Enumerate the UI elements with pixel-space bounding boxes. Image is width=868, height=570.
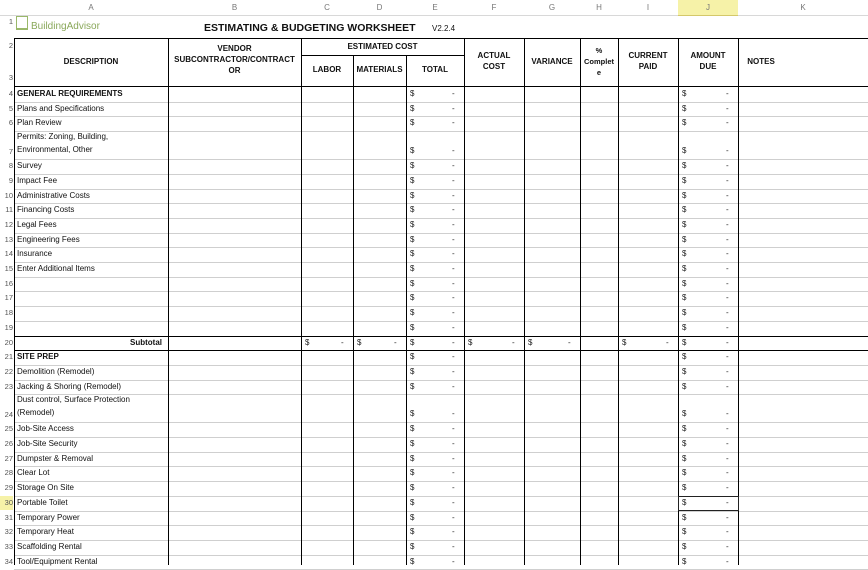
currency-value: - [726, 278, 729, 288]
row-number[interactable]: 14 [4, 249, 13, 259]
currency-value: - [726, 366, 729, 376]
currency-symbol: $ [682, 512, 687, 522]
currency-symbol: $ [410, 424, 415, 434]
currency-symbol: $ [410, 175, 415, 185]
currency-value: - [726, 439, 729, 448]
currency-symbol: $ [410, 278, 415, 288]
row-number[interactable]: 11 [5, 205, 13, 215]
grid-line [168, 38, 169, 565]
currency-value: - [726, 497, 729, 507]
currency-symbol: $ [410, 366, 415, 376]
currency-value: - [726, 308, 729, 318]
table-row[interactable] [14, 350, 868, 365]
row-number[interactable]: 24 [4, 410, 13, 420]
sheet-title: ESTIMATING & BUDGETING WORKSHEET [204, 22, 416, 34]
currency-symbol: $ [468, 337, 473, 347]
currency-value: - [726, 512, 729, 522]
currency-value: - [726, 483, 729, 493]
table-row[interactable] [14, 365, 868, 380]
currency-symbol: $ [682, 409, 687, 419]
table-row[interactable] [14, 422, 868, 437]
currency-symbol: $ [682, 483, 687, 493]
table-row[interactable] [14, 277, 868, 292]
row-number[interactable]: 25 [4, 424, 13, 434]
table-row[interactable] [14, 131, 868, 159]
currency-symbol: $ [682, 337, 687, 347]
currency-symbol: $ [682, 439, 687, 448]
table-row[interactable] [14, 291, 868, 306]
currency-value: - [726, 219, 729, 229]
currency-symbol: $ [410, 219, 415, 229]
currency-value: - [452, 424, 455, 434]
selected-cell[interactable] [678, 496, 739, 512]
row-number[interactable]: 20 [4, 337, 13, 347]
description-cell[interactable]: Engineering Fees [17, 234, 80, 244]
grid-line [14, 38, 868, 39]
currency-value: - [452, 512, 455, 522]
currency-symbol: $ [410, 381, 415, 391]
description-cell[interactable]: Survey [17, 161, 42, 171]
currency-value: - [452, 497, 455, 507]
currency-value: - [452, 453, 455, 463]
currency-symbol: $ [410, 541, 415, 551]
currency-value: - [568, 337, 571, 347]
table-row[interactable] [14, 116, 868, 131]
currency-symbol: $ [410, 118, 415, 128]
description-cell[interactable]: Scaffolding Rental [17, 541, 82, 551]
column-title: ACTUAL COST [477, 51, 511, 71]
currency-value: - [726, 249, 729, 259]
table-row[interactable] [14, 452, 868, 467]
currency-symbol: $ [410, 146, 415, 156]
currency-value: - [452, 264, 455, 273]
currency-value: - [394, 337, 397, 347]
table-row[interactable] [14, 555, 868, 570]
currency-symbol: $ [410, 468, 415, 478]
currency-value: - [452, 293, 455, 303]
description-cell[interactable]: Financing Costs [17, 205, 75, 215]
description-cell[interactable]: Dust control, Surface Protection [17, 395, 130, 405]
column-title: MATERIALS [356, 65, 403, 74]
table-row[interactable] [14, 189, 868, 204]
table-row[interactable] [14, 218, 868, 233]
currency-value: - [452, 103, 455, 113]
table-row[interactable] [14, 247, 868, 262]
currency-symbol: $ [410, 453, 415, 463]
table-row[interactable] [14, 306, 868, 321]
currency-symbol: $ [682, 556, 687, 566]
row-number[interactable]: 10 [4, 190, 13, 200]
description-cell[interactable]: Tool/Equipment Rental [17, 556, 98, 566]
currency-value: - [452, 352, 455, 362]
currency-value: - [726, 89, 729, 98]
description-cell[interactable]: GENERAL REQUIREMENTS [17, 89, 123, 98]
currency-value: - [452, 175, 455, 185]
currency-value: - [452, 89, 455, 98]
row-number[interactable]: 8 [8, 161, 13, 171]
currency-symbol: $ [410, 527, 415, 537]
row-number[interactable]: 19 [4, 322, 13, 332]
currency-symbol: $ [410, 89, 415, 98]
currency-value: - [452, 118, 455, 128]
house-logo-icon [16, 16, 28, 30]
row-number[interactable]: 26 [4, 439, 13, 448]
currency-value: - [452, 234, 455, 244]
currency-value: - [726, 234, 729, 244]
grid-line [678, 38, 679, 565]
grid-line [301, 55, 464, 56]
column-title: LABOR [312, 65, 342, 74]
table-row[interactable] [14, 511, 868, 526]
currency-value: - [726, 352, 729, 362]
grid-line [580, 38, 581, 565]
row-number[interactable]: 2 [8, 41, 13, 50]
currency-symbol: $ [410, 190, 415, 200]
description-cell-line2: (Remodel) [17, 408, 55, 418]
table-row[interactable] [14, 262, 868, 277]
row-number[interactable]: 13 [4, 234, 13, 244]
currency-symbol: $ [682, 453, 687, 463]
currency-symbol: $ [682, 381, 687, 391]
description-cell[interactable]: Plan Review [17, 118, 62, 128]
description-cell[interactable]: Temporary Heat [17, 527, 74, 537]
row-number[interactable]: 22 [4, 366, 13, 376]
table-row[interactable] [14, 496, 868, 511]
currency-symbol: $ [410, 308, 415, 318]
row-number[interactable]: 28 [4, 468, 13, 478]
currency-symbol: $ [410, 103, 415, 113]
currency-value: - [452, 308, 455, 318]
currency-symbol: $ [682, 527, 687, 537]
column-header-bar [0, 0, 868, 16]
row-number[interactable]: 9 [8, 175, 13, 185]
grid-line [301, 38, 302, 565]
currency-symbol: $ [528, 337, 533, 347]
currency-value: - [726, 424, 729, 434]
column-header-a[interactable]: A [88, 3, 94, 12]
column-header-e[interactable]: E [432, 3, 438, 12]
column-header-h[interactable]: H [596, 3, 602, 12]
currency-value: - [452, 278, 455, 288]
table-row[interactable] [14, 174, 868, 189]
currency-symbol: $ [682, 308, 687, 318]
currency-symbol: $ [682, 322, 687, 332]
row-number[interactable]: 32 [4, 527, 13, 537]
currency-symbol: $ [682, 424, 687, 434]
table-row[interactable] [14, 437, 868, 452]
currency-value: - [452, 146, 455, 156]
description-cell[interactable]: Permits: Zoning, Building, [17, 132, 109, 142]
description-cell[interactable]: Job-Site Security [17, 439, 78, 448]
currency-value: - [452, 527, 455, 537]
currency-value: - [452, 541, 455, 551]
currency-symbol: $ [682, 190, 687, 200]
column-title: ESTIMATED COST [347, 42, 418, 51]
row-number[interactable]: 4 [8, 89, 13, 98]
row-number[interactable]: 15 [4, 264, 13, 273]
table-row[interactable] [14, 466, 868, 481]
row-number[interactable]: 5 [8, 103, 13, 113]
currency-symbol: $ [682, 234, 687, 244]
row-number[interactable]: 1 [8, 17, 13, 26]
description-cell[interactable]: Temporary Power [17, 512, 80, 522]
column-header-d[interactable]: D [376, 3, 383, 12]
description-cell[interactable]: Subtotal [130, 337, 162, 347]
description-cell[interactable]: Job-Site Access [17, 424, 74, 434]
row-number[interactable]: 21 [4, 352, 13, 362]
currency-value: - [726, 161, 729, 171]
currency-value: - [726, 190, 729, 200]
grid-line [406, 55, 407, 565]
description-cell[interactable]: Insurance [17, 249, 53, 259]
currency-symbol: $ [410, 322, 415, 332]
column-header-f[interactable]: F [491, 3, 497, 12]
currency-value: - [726, 556, 729, 566]
currency-symbol: $ [682, 103, 687, 113]
column-title: VENDOR SUBCONTRACTOR/CONTRACT OR [174, 44, 295, 75]
currency-symbol: $ [357, 337, 362, 347]
column-title: AMOUNT DUE [690, 51, 726, 71]
currency-value: - [726, 264, 729, 273]
description-cell[interactable]: Plans and Specifications [17, 103, 105, 113]
currency-symbol: $ [410, 497, 415, 507]
currency-value: - [726, 468, 729, 478]
currency-symbol: $ [410, 352, 415, 362]
currency-symbol: $ [410, 293, 415, 303]
table-row[interactable] [14, 380, 868, 395]
currency-value: - [726, 205, 729, 215]
currency-symbol: $ [682, 249, 687, 259]
currency-symbol: $ [410, 439, 415, 448]
table-row[interactable] [14, 233, 868, 248]
row-number[interactable]: 17 [4, 293, 13, 303]
table-row[interactable] [14, 87, 868, 102]
currency-symbol: $ [682, 89, 687, 98]
row-number[interactable]: 30 [0, 496, 13, 510]
currency-value: - [726, 293, 729, 303]
column-title: CURRENT PAID [628, 51, 668, 71]
currency-value: - [452, 249, 455, 259]
column-header-i[interactable]: I [646, 3, 650, 12]
currency-symbol: $ [622, 337, 627, 347]
currency-symbol: $ [410, 205, 415, 215]
table-row[interactable] [14, 321, 868, 336]
table-row[interactable] [14, 203, 868, 218]
row-number[interactable]: 7 [8, 147, 13, 157]
currency-value: - [452, 337, 455, 347]
currency-symbol: $ [682, 541, 687, 551]
currency-symbol: $ [682, 468, 687, 478]
row-number[interactable]: 16 [4, 278, 13, 288]
currency-value: - [452, 205, 455, 215]
currency-symbol: $ [410, 249, 415, 259]
row-number[interactable]: 3 [8, 73, 13, 82]
row-number[interactable]: 31 [4, 512, 13, 522]
currency-value: - [452, 190, 455, 200]
table-row[interactable] [14, 481, 868, 496]
table-row[interactable] [14, 394, 868, 422]
row-number[interactable]: 6 [8, 118, 13, 128]
currency-value: - [726, 118, 729, 128]
column-header-c[interactable]: C [324, 3, 330, 12]
currency-symbol: $ [682, 219, 687, 229]
currency-value: - [726, 103, 729, 113]
currency-symbol: $ [410, 234, 415, 244]
description-cell[interactable]: Dumpster & Removal [17, 453, 94, 463]
grid-line [14, 38, 15, 565]
currency-value: - [726, 453, 729, 463]
currency-value: - [726, 409, 729, 419]
column-header-b[interactable]: B [231, 3, 238, 12]
currency-value: - [726, 175, 729, 185]
row-number[interactable]: 33 [4, 541, 13, 551]
currency-value: - [452, 161, 455, 171]
column-title: TOTAL [422, 65, 448, 74]
row-number[interactable]: 18 [4, 308, 13, 318]
column-title: VARIANCE [531, 57, 573, 66]
currency-symbol: $ [410, 556, 415, 566]
currency-symbol: $ [682, 278, 687, 288]
currency-value: - [452, 381, 455, 391]
currency-value: - [341, 337, 344, 347]
description-cell[interactable]: Clear Lot [17, 468, 50, 478]
currency-value: - [726, 337, 729, 347]
currency-value: - [726, 527, 729, 537]
row-number[interactable]: 27 [4, 453, 13, 463]
sheet-version: V2.2.4 [432, 24, 456, 33]
row-number[interactable]: 12 [4, 219, 13, 229]
column-header-j[interactable]: J [678, 0, 738, 16]
currency-symbol: $ [682, 497, 687, 507]
currency-value: - [726, 146, 729, 156]
currency-symbol: $ [410, 512, 415, 522]
grid-line [353, 55, 354, 565]
description-cell[interactable]: Impact Fee [17, 175, 58, 185]
currency-symbol: $ [682, 146, 687, 156]
currency-value: - [726, 322, 729, 332]
currency-value: - [452, 468, 455, 478]
currency-value: - [452, 366, 455, 376]
currency-value: - [452, 409, 455, 419]
currency-symbol: $ [410, 337, 415, 347]
currency-value: - [512, 337, 515, 347]
currency-value: - [666, 337, 669, 347]
description-cell[interactable]: Jacking & Shoring (Remodel) [17, 381, 122, 391]
currency-symbol: $ [410, 409, 415, 419]
description-cell[interactable]: Administrative Costs [17, 190, 90, 200]
description-cell-line2: Environmental, Other [17, 145, 93, 155]
grid-line [618, 38, 619, 565]
grid-line [464, 38, 465, 565]
currency-symbol: $ [305, 337, 310, 347]
column-header-g[interactable]: G [548, 3, 556, 12]
column-title: % Complet e [584, 46, 614, 77]
currency-symbol: $ [410, 264, 415, 273]
column-title: NOTES [747, 57, 775, 66]
logo: BuildingAdvisor [31, 21, 100, 32]
table-row[interactable] [14, 540, 868, 555]
currency-value: - [452, 322, 455, 332]
table-row[interactable] [14, 102, 868, 117]
currency-value: - [452, 483, 455, 493]
currency-symbol: $ [682, 175, 687, 185]
description-cell[interactable]: Storage On Site [17, 483, 74, 493]
currency-symbol: $ [682, 205, 687, 215]
currency-symbol: $ [682, 293, 687, 303]
currency-symbol: $ [682, 352, 687, 362]
table-row[interactable] [14, 525, 868, 540]
description-cell[interactable]: Portable Toilet [17, 497, 68, 507]
description-cell[interactable]: Enter Additional Items [17, 264, 95, 273]
column-title: DESCRIPTION [63, 57, 119, 66]
currency-symbol: $ [410, 483, 415, 493]
currency-value: - [726, 541, 729, 551]
currency-value: - [452, 556, 455, 566]
description-cell[interactable]: Demolition (Remodel) [17, 366, 95, 376]
column-header-k[interactable]: K [800, 3, 806, 12]
row-number[interactable]: 23 [4, 381, 13, 391]
table-row[interactable] [14, 159, 868, 174]
row-number[interactable]: 29 [4, 483, 13, 493]
currency-symbol: $ [682, 118, 687, 128]
currency-value: - [452, 439, 455, 448]
currency-value: - [452, 219, 455, 229]
description-cell[interactable]: SITE PREP [17, 352, 59, 362]
currency-value: - [726, 381, 729, 391]
currency-symbol: $ [682, 366, 687, 376]
grid-line [738, 38, 739, 565]
currency-symbol: $ [682, 161, 687, 171]
grid-line [524, 38, 525, 565]
currency-symbol: $ [410, 161, 415, 171]
currency-symbol: $ [682, 264, 687, 273]
row-number[interactable]: 34 [4, 556, 13, 566]
description-cell[interactable]: Legal Fees [17, 219, 57, 229]
